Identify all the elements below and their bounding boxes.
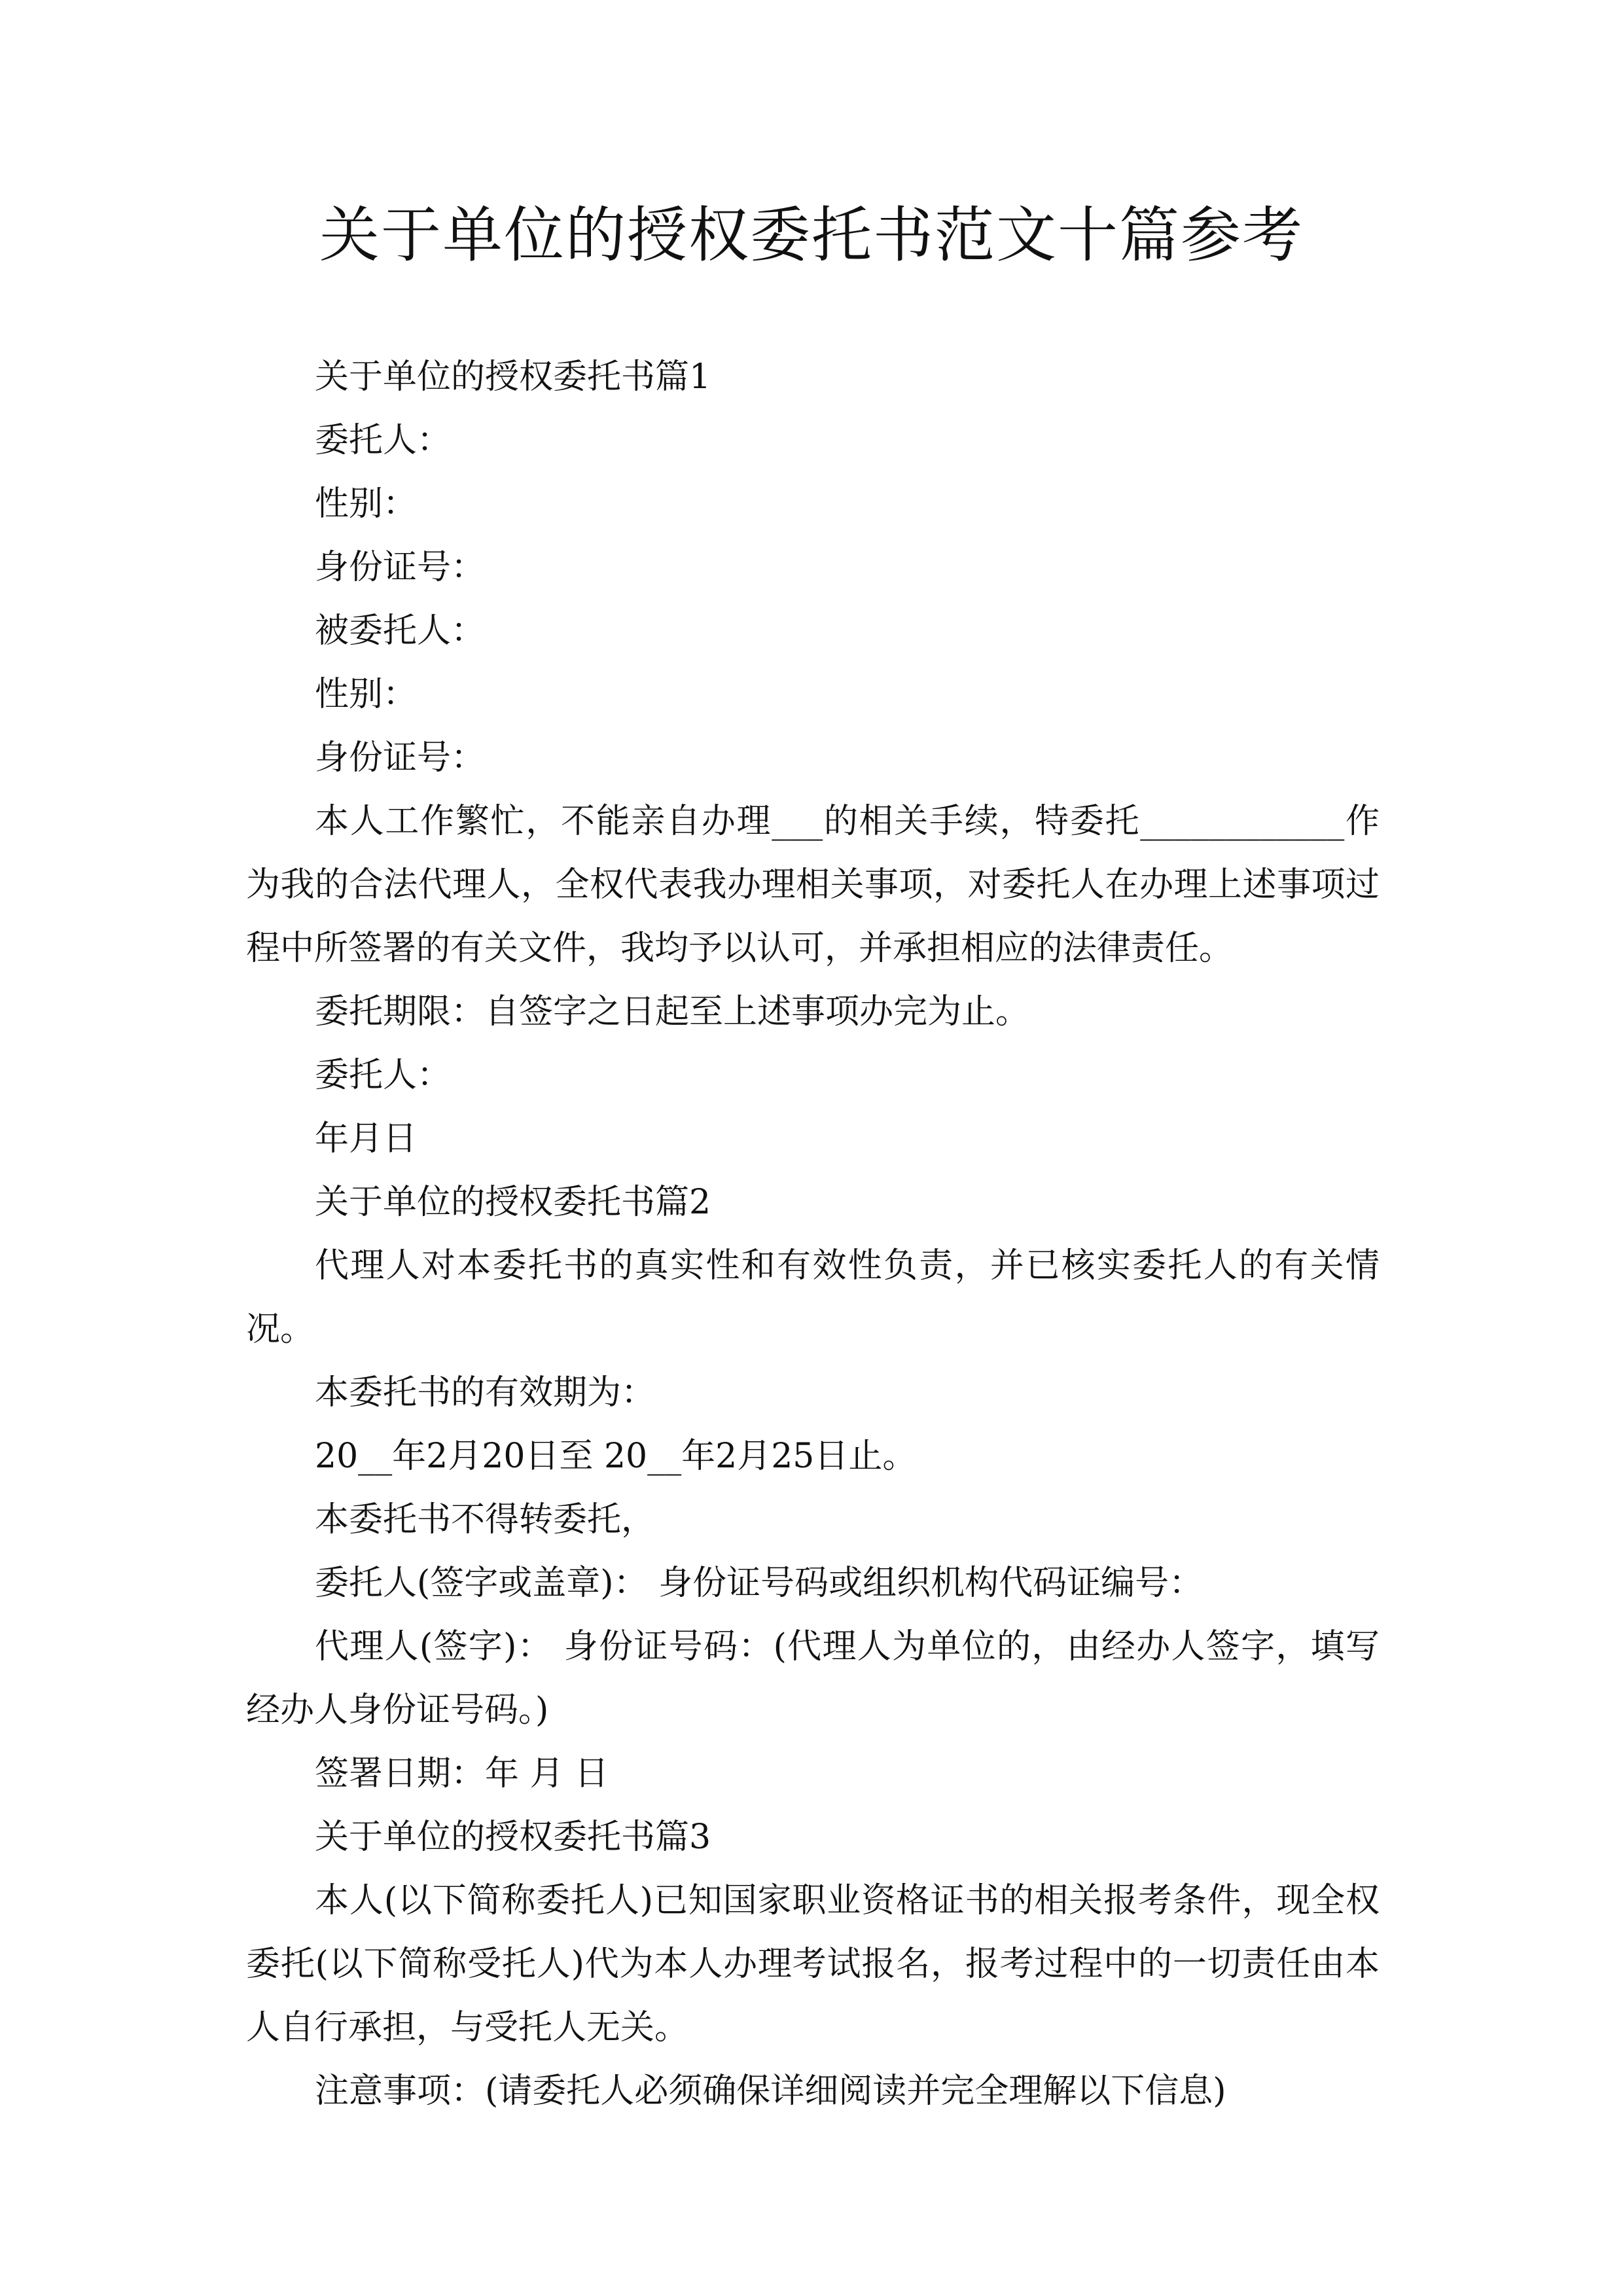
paragraph: 20__年2月20日至 20__年2月25日止。	[315, 1437, 917, 1476]
field-line: 性别：	[315, 484, 418, 524]
field-line: 身份证号：	[315, 548, 486, 587]
paragraph: 本委托书的有效期为：	[315, 1373, 656, 1412]
paragraph: 代理人对本委托书的真实性和有效性负责，并已核实委托人的有关情况。	[246, 1246, 1380, 1349]
paragraph: 本人工作繁忙，不能亲自办理___的相关手续，特委托____________作为我的合法代理人，全权代表我办理相关事项，对委托人在办理上述事项过程中所签署的有关文件，我均予以认可，并承担相应的法律责任。	[246, 802, 1380, 968]
paragraph: 注意事项：(请委托人必须确保详细阅读并完全理解以下信息)	[315, 2072, 1226, 2111]
section-heading: 关于单位的授权委托书篇3	[315, 1818, 711, 1857]
field-line: 委托人(签字或盖章)： 身份证号码或组织机构代码证编号：	[315, 1564, 1204, 1603]
field-line: 被委托人：	[315, 611, 486, 651]
paragraph: 委托期限：自签字之日起至上述事项办完为止。	[315, 992, 1030, 1031]
paragraph: 本委托书不得转委托，	[315, 1500, 656, 1539]
document-body	[246, 346, 1380, 2123]
field-line: 身份证号：	[315, 738, 486, 778]
section-heading: 关于单位的授权委托书篇1	[315, 357, 711, 397]
field-line: 性别：	[315, 675, 418, 714]
field-line: 年月日	[315, 1119, 418, 1158]
section-heading: 关于单位的授权委托书篇2	[315, 1183, 711, 1222]
field-line: 签署日期：年 月 日	[315, 1754, 609, 1793]
paragraph: 本人(以下简称委托人)已知国家职业资格证书的相关报考条件，现全权委托(以下简称受托人)代为本人办理考试报名，报考过程中的一切责任由本人自行承担，与受托人无关。	[246, 1881, 1380, 2047]
field-line: 代理人(签字)： 身份证号码：(代理人为单位的，由经办人签字，填写经办人身份证号码。)	[246, 1627, 1380, 1730]
document-title: 关于单位的授权委托书范文十篇参考	[319, 200, 1304, 270]
field-line: 委托人：	[315, 421, 452, 460]
field-line: 委托人：	[315, 1056, 452, 1095]
